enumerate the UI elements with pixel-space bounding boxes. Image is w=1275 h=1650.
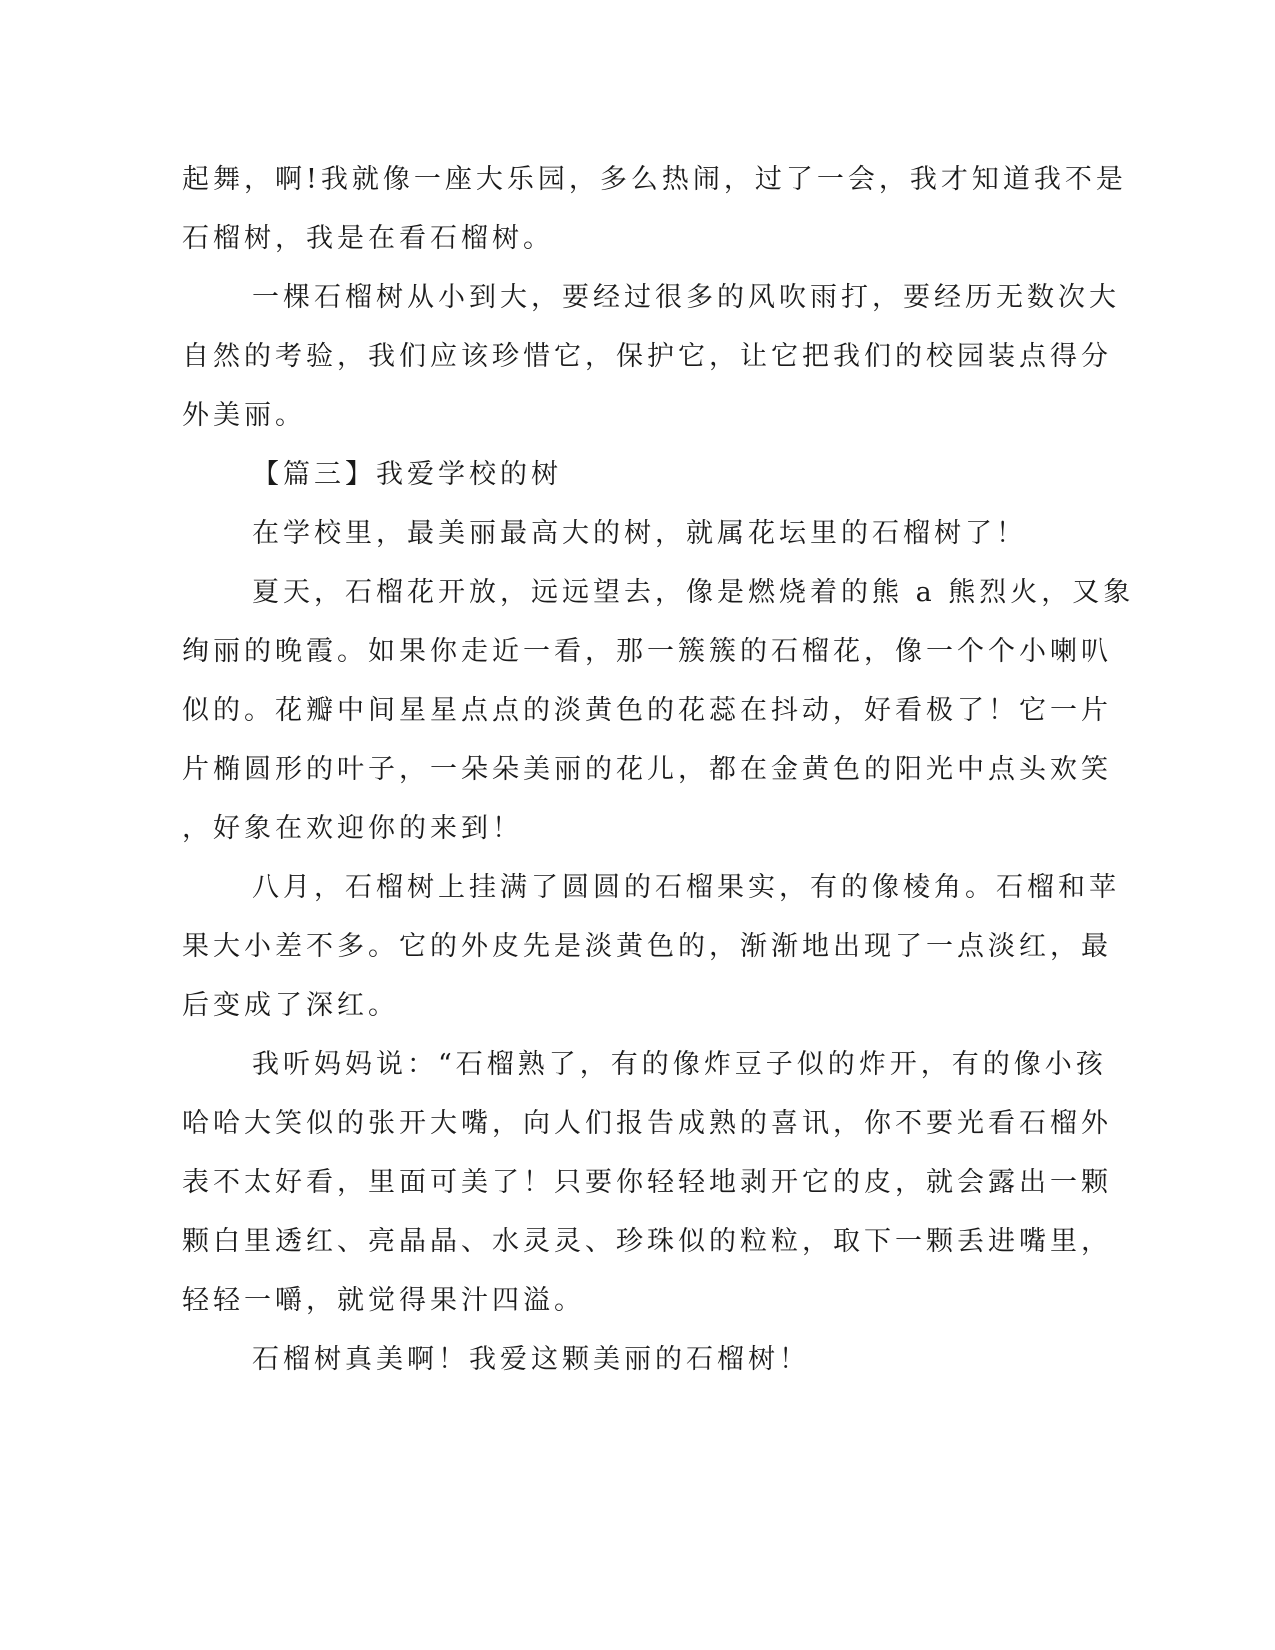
paragraph-start: 八月，石榴树上挂满了圆圆的石榴果实，有的像棱角。石榴和苹 [252, 872, 1120, 903]
paragraph-start: 我听妈妈说：“石榴熟了，有的像炸豆子似的炸开，有的像小孩 [252, 1049, 1107, 1080]
section-heading: 【篇三】我爱学校的树 [252, 459, 562, 490]
text-line: 果大小差不多。它的外皮先是淡黄色的，渐渐地出现了一点淡红，最 [182, 931, 1112, 962]
text-line: 片椭圆形的叶子，一朵朵美丽的花儿，都在金黄色的阳光中点头欢笑 [182, 754, 1112, 785]
text-line: 外美丽。 [182, 400, 306, 431]
text-line: 颗白里透红、亮晶晶、水灵灵、珍珠似的粒粒，取下一颗丢进嘴里， [182, 1226, 1112, 1257]
text-line: 起舞，啊!我就像一座大乐园，多么热闹，过了一会，我才知道我不是 [182, 164, 1127, 195]
text-line: 轻轻一嚼，就觉得果汁四溢。 [182, 1285, 585, 1316]
text-line: ，好象在欢迎你的来到！ [182, 813, 523, 844]
text-line: 哈哈大笑似的张开大嘴，向人们报告成熟的喜讯，你不要光看石榴外 [182, 1108, 1112, 1139]
paragraph-start: 一棵石榴树从小到大，要经过很多的风吹雨打，要经历无数次大 [252, 282, 1120, 313]
paragraph-start: 石榴树真美啊！我爱这颗美丽的石榴树！ [252, 1344, 810, 1375]
text-line: 石榴树，我是在看石榴树。 [182, 223, 554, 254]
text-line: 表不太好看，里面可美了！只要你轻轻地剥开它的皮，就会露出一颗 [182, 1167, 1112, 1198]
paragraph-start: 在学校里，最美丽最高大的树，就属花坛里的石榴树了！ [252, 518, 1027, 549]
paragraph-start: 夏天，石榴花开放，远远望去，像是燃烧着的熊 a 熊烈火，又象 [252, 577, 1135, 608]
text-line: 后变成了深红。 [182, 990, 399, 1021]
text-line: 似的。花瓣中间星星点点的淡黄色的花蕊在抖动，好看极了！它一片 [182, 695, 1112, 726]
text-line: 绚丽的晚霞。如果你走近一看，那一簇簇的石榴花，像一个个小喇叭 [182, 636, 1112, 667]
text-line: 自然的考验，我们应该珍惜它，保护它，让它把我们的校园装点得分 [182, 341, 1112, 372]
